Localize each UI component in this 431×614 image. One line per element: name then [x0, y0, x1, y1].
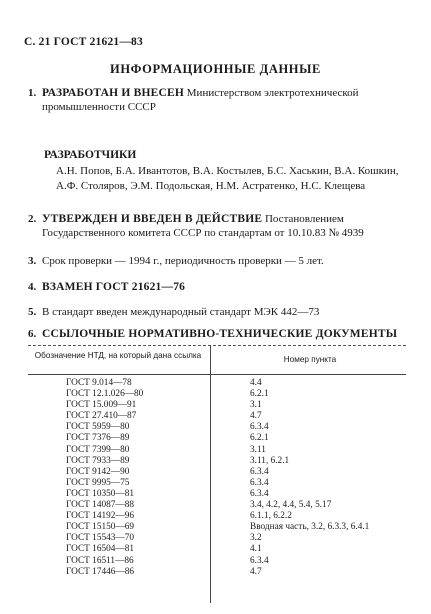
- table-cell-document: ГОСТ 15543—70: [66, 533, 135, 544]
- table-row: [0, 456, 431, 467]
- table-header-rule: [28, 374, 406, 375]
- table-row: [0, 556, 431, 567]
- table-row: [0, 544, 431, 555]
- table-cell-document: ГОСТ 15150—69: [66, 522, 135, 533]
- table-cell-point: 6.2.1: [250, 433, 269, 444]
- table-cell-document: ГОСТ 9995—75: [66, 477, 130, 488]
- table-cell-point: 3.11, 6.2.1: [250, 455, 290, 466]
- item-number: 3.: [28, 255, 37, 267]
- table-cell-point: 6.1.1, 6.2.2: [250, 511, 292, 522]
- table-cell-document: ГОСТ 10350—81: [66, 488, 135, 499]
- table-cell-point: 6.3.4: [250, 422, 269, 433]
- section-title: ИНФОРМАЦИОННЫЕ ДАННЫЕ: [110, 62, 321, 76]
- item-3: [28, 254, 406, 268]
- table-row: [0, 445, 431, 456]
- table-cell-document: ГОСТ 17446—86: [66, 566, 135, 577]
- table-header-point: Номер пункта: [283, 355, 337, 364]
- item-caps: ССЫЛОЧНЫЕ НОРМАТИВНО-ТЕХНИЧЕСКИЕ ДОКУМЕНТЫ: [42, 328, 398, 340]
- item-number: 2.: [28, 213, 37, 225]
- table-row: [0, 467, 431, 478]
- table-cell-point: 6.2.1: [250, 389, 269, 400]
- table-cell-document: ГОСТ 12.1.026—80: [66, 389, 144, 400]
- table-header-document: Обозначение НТД, на который дана ссылка: [34, 351, 202, 360]
- item-text: Срок проверки — 1994 г., периодичность проверки — 5 лет.: [42, 255, 324, 267]
- table-row: [0, 533, 431, 544]
- item-number: 1.: [28, 87, 37, 99]
- table-top-rule: [28, 345, 406, 346]
- item-text: Постановлением Государственного комитета СССР по стандартам от 10.10.83 № 4939: [42, 213, 364, 239]
- item-6: [28, 327, 406, 341]
- table-cell-point: 4.4: [250, 378, 262, 388]
- table-row: [0, 489, 431, 500]
- item-number: 4.: [28, 281, 37, 293]
- table-cell-document: ГОСТ 9.014—78: [66, 378, 132, 388]
- item-number: 6.: [28, 328, 37, 340]
- table-row: [0, 511, 431, 522]
- table-cell-document: ГОСТ 7399—80: [66, 444, 130, 455]
- table-cell-document: ГОСТ 5959—80: [66, 422, 130, 433]
- table-cell-point: 4.7: [250, 566, 262, 577]
- table-cell-document: ГОСТ 7376—89: [66, 433, 130, 444]
- item-caps: РАЗРАБОТАН И ВНЕСЕН: [42, 87, 185, 99]
- developers-names: А.Н. Попов, Б.А. Ивантотов, В.А. Костылев, Б.С. Хаськин, В.А. Кошкин, А.Ф. Столяров, Э.М. Подольская, Н.М. Астратенко, Н.С. Клещева: [56, 165, 399, 192]
- table-row: [0, 567, 431, 578]
- table-cell-point: 6.3.4: [250, 477, 269, 488]
- table-cell-point: 3.2: [250, 533, 262, 544]
- item-1: [28, 86, 406, 114]
- table-row: [0, 400, 431, 411]
- table-cell-point: 3.11: [250, 444, 266, 455]
- item-5: [28, 305, 406, 319]
- table-row: [0, 522, 431, 533]
- item-text: В стандарт введен международный стандарт МЭК 442—73: [42, 306, 320, 318]
- developers-heading: РАЗРАБОТЧИКИ: [44, 149, 137, 161]
- table-row: [0, 500, 431, 511]
- table-row: [0, 478, 431, 489]
- table-cell-document: ГОСТ 7933—89: [66, 455, 130, 466]
- table-cell-point: 4.1: [250, 544, 262, 555]
- table-cell-document: ГОСТ 27.410—87: [66, 411, 137, 422]
- table-cell-point: Вводная часть, 3.2, 6.3.3, 6.4.1: [250, 522, 370, 533]
- table-cell-point: 3.1: [250, 400, 262, 411]
- table-row: [0, 378, 431, 389]
- table-row: [0, 411, 431, 422]
- table-cell-document: ГОСТ 9142—90: [66, 466, 130, 477]
- table-cell-point: 6.3.4: [250, 466, 269, 477]
- table-row: [0, 422, 431, 433]
- table-cell-point: 6.3.4: [250, 488, 269, 499]
- table-body: [0, 378, 431, 578]
- page-header: С. 21 ГОСТ 21621—83: [24, 36, 143, 48]
- item-4: [28, 280, 406, 294]
- table-cell-document: ГОСТ 14192—96: [66, 511, 135, 522]
- table-cell-document: ГОСТ 15.009—91: [66, 400, 137, 411]
- table-cell-point: 4.7: [250, 411, 262, 422]
- item-number: 5.: [28, 306, 37, 318]
- table-cell-document: ГОСТ 16504—81: [66, 544, 135, 555]
- table-cell-point: 3.4, 4.2, 4.4, 5.4, 5.17: [250, 500, 332, 511]
- item-caps: УТВЕРЖДЕН И ВВЕДЕН В ДЕЙСТВИЕ: [42, 213, 263, 225]
- table-row: [0, 433, 431, 444]
- table-cell-document: ГОСТ 14087—88: [66, 500, 135, 511]
- table-row: [0, 389, 431, 400]
- table-cell-point: 6.3.4: [250, 555, 269, 566]
- item-2: [28, 212, 406, 240]
- item-caps: ВЗАМЕН ГОСТ 21621—76: [42, 281, 186, 293]
- item-text: Министерством электротехнической промышленности СССР: [42, 87, 359, 113]
- table-cell-document: ГОСТ 16511—86: [66, 555, 134, 566]
